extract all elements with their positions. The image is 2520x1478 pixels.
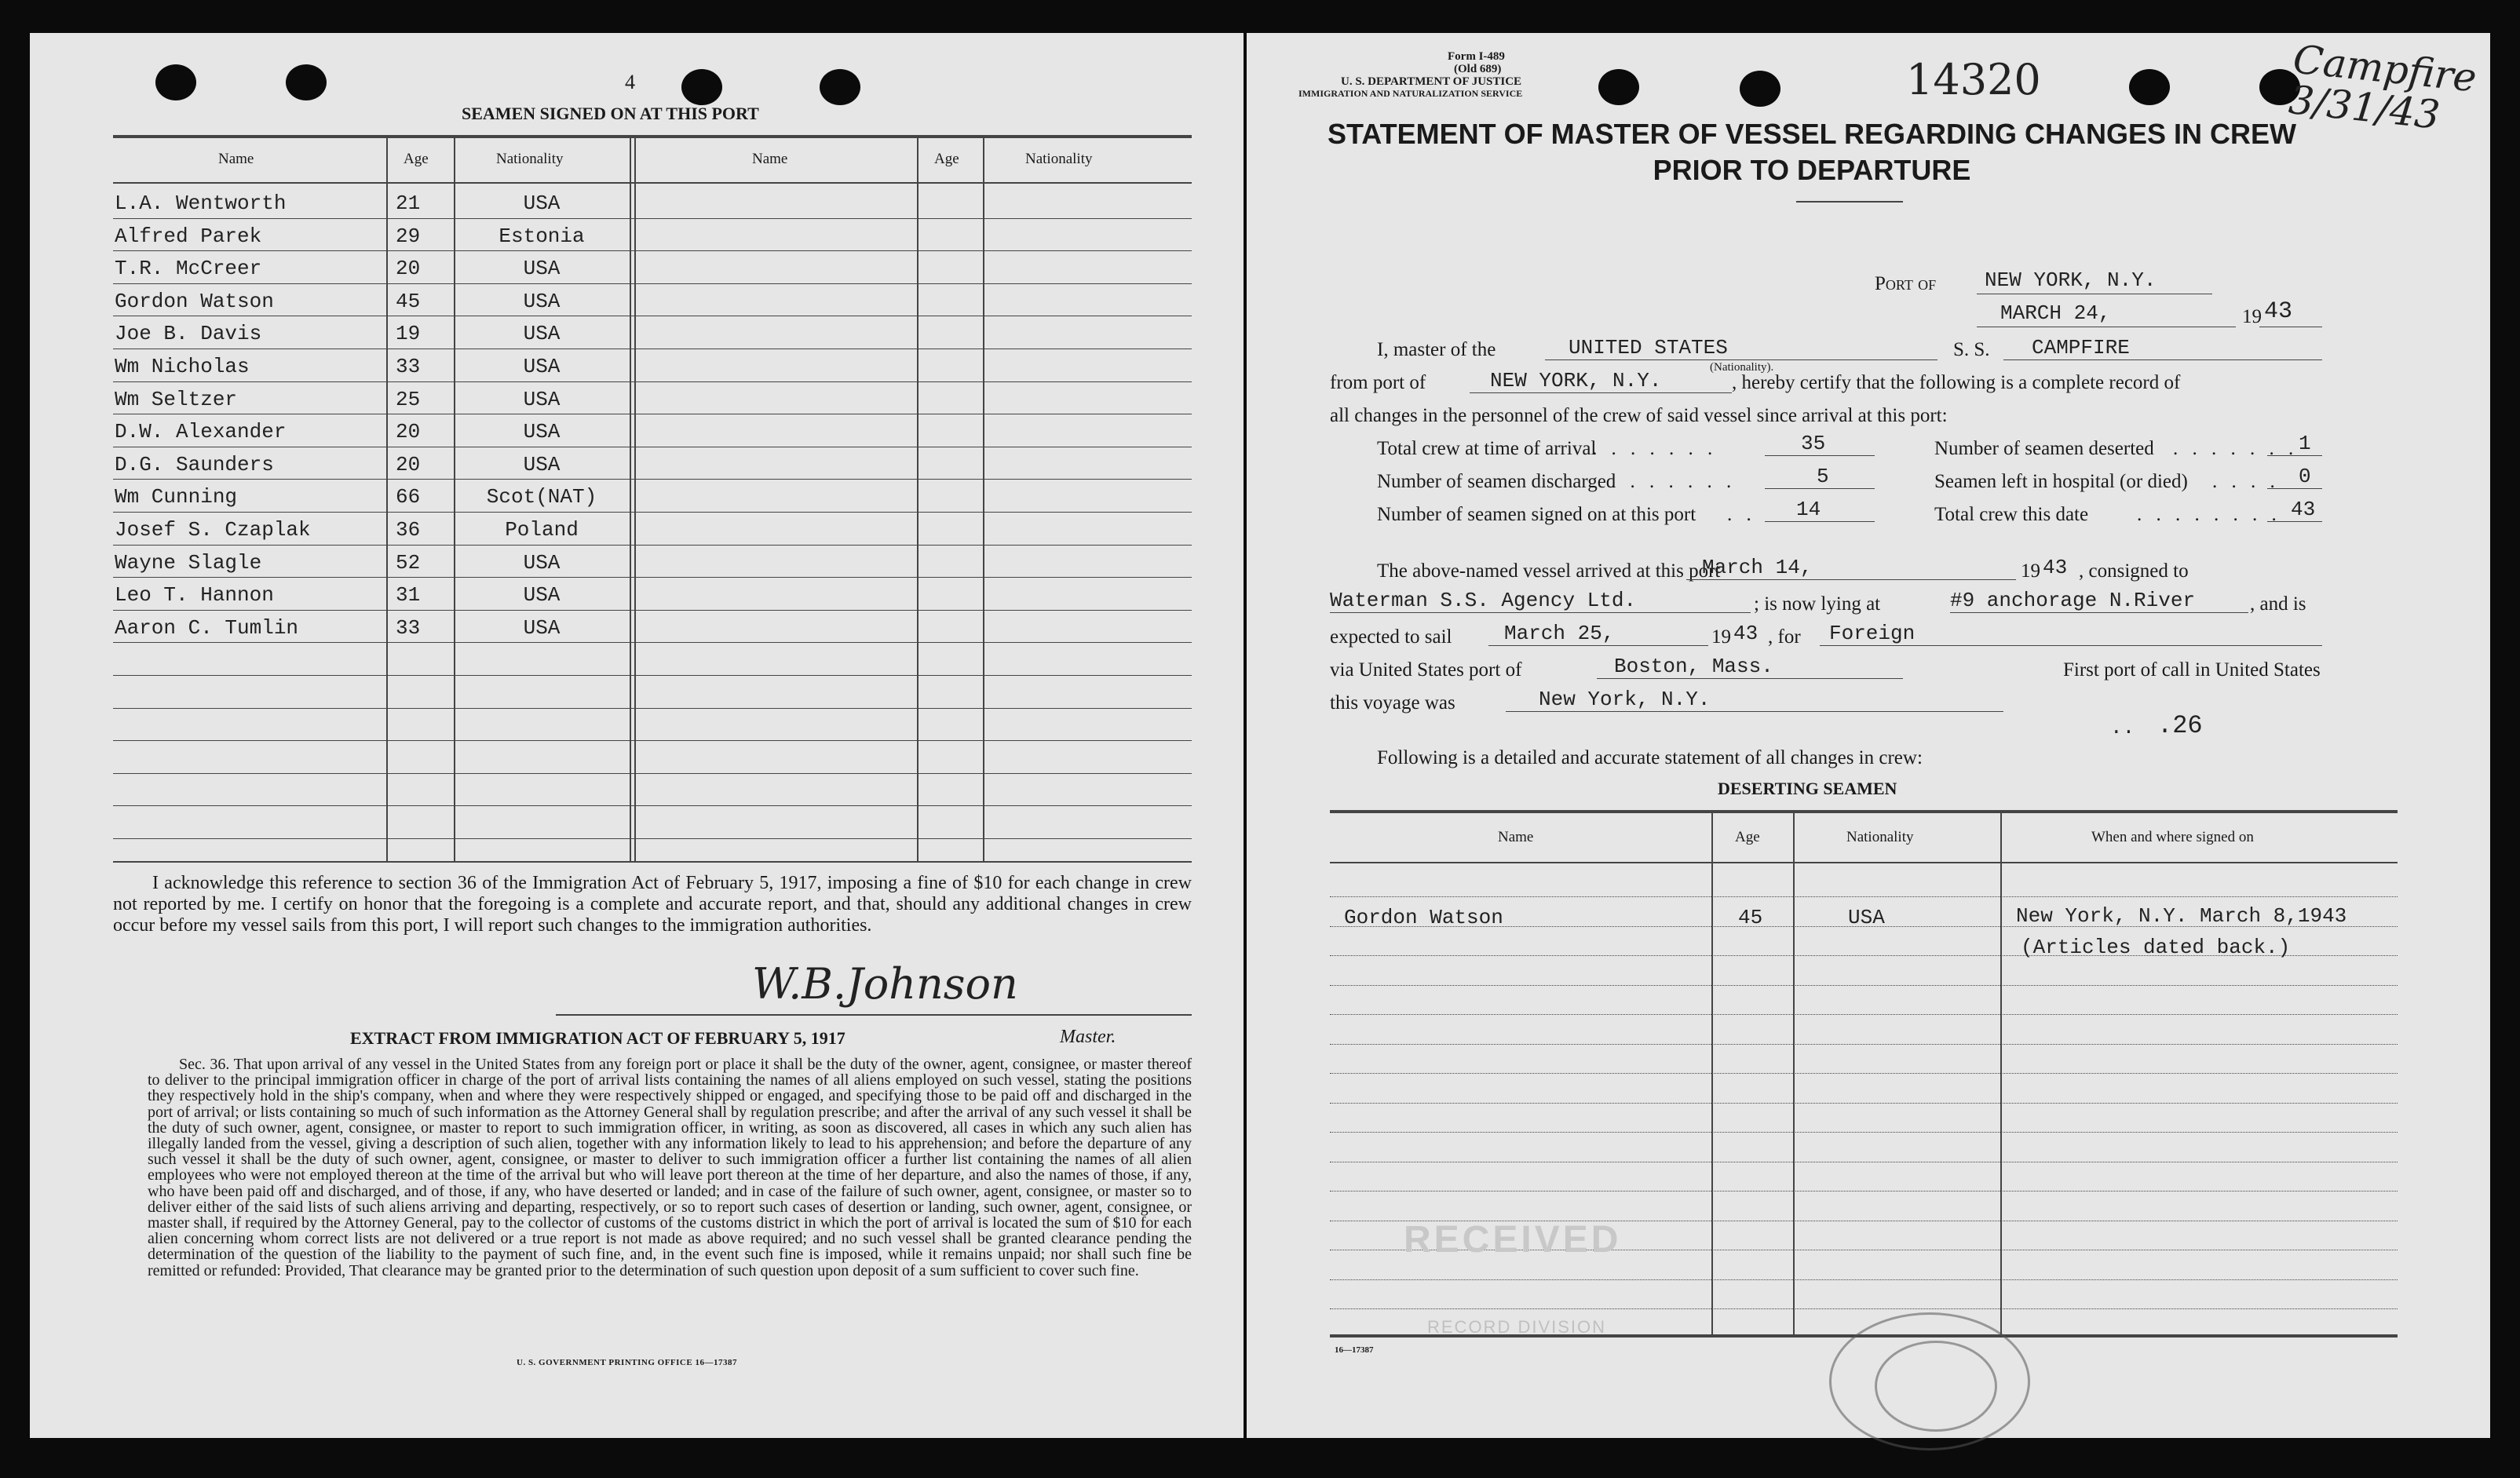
seaman-name: Wayne Slagle — [115, 550, 262, 575]
dot-leader: . . — [1727, 504, 1756, 525]
nationality-line — [1545, 359, 1937, 360]
first-port-label: First port of call in United States — [2063, 659, 2321, 681]
discharged-value: 5 — [1817, 465, 1829, 488]
seaman-name: Aaron C. Tumlin — [115, 615, 299, 640]
extract-title-rule — [556, 1014, 713, 1016]
table-row-rule — [113, 381, 1192, 382]
consigned-label: , consigned to — [2079, 560, 2189, 582]
deserted-value: 1 — [2299, 432, 2311, 455]
col-header-name: Name — [218, 151, 254, 167]
table-row-rule — [113, 479, 1192, 480]
punch-hole — [2129, 69, 2170, 105]
from-port-label: from port of — [1330, 372, 1426, 393]
desert-col-header-signed: When and where signed on — [2091, 829, 2254, 845]
signature-line — [634, 1014, 1192, 1016]
first-port: New York, N.Y. — [1539, 688, 1711, 711]
department: U. S. DEPARTMENT OF JUSTICE — [1341, 75, 1522, 88]
punch-hole — [681, 69, 722, 105]
sail-date: March 25, — [1504, 622, 1615, 645]
desert-table-header-rule — [1330, 862, 2398, 863]
discharged-label: Number of seamen discharged — [1377, 471, 1616, 492]
desert-table-top-rule — [1330, 810, 2398, 813]
seaman-name: D.G. Saunders — [115, 452, 274, 476]
table-bottom-rule — [113, 861, 1192, 863]
seaman-age: 20 — [396, 452, 421, 476]
seaman-name: L.A. Wentworth — [115, 192, 287, 215]
destination: Foreign — [1829, 622, 1916, 645]
seaman-nationality: Scot(NAT) — [486, 485, 597, 509]
stat-line — [1765, 488, 1875, 489]
destination-line — [1820, 645, 2322, 646]
dot-leader: . . . . . . . — [1592, 438, 1718, 459]
extract-title: EXTRACT FROM IMMIGRATION ACT OF FEBRUARY 5, 1917 — [350, 1028, 845, 1048]
col-divider — [386, 137, 388, 861]
desert-row-rule — [1330, 1103, 2398, 1104]
seaman-age: 20 — [396, 420, 421, 444]
seaman-nationality: USA — [523, 615, 561, 640]
port-label: Port of — [1875, 273, 1937, 294]
arrived-label: The above-named vessel arrived at this port — [1377, 560, 1721, 582]
seaman-name: Joe B. Davis — [115, 322, 262, 346]
col-header-nationality: Nationality — [496, 151, 564, 167]
desert-row-rule — [1330, 1044, 2398, 1045]
seaman-nationality: Estonia — [499, 224, 585, 248]
table-row-rule — [113, 642, 1192, 643]
table-row-rule — [113, 545, 1192, 546]
seaman-name: T.R. McCreer — [115, 257, 262, 281]
section-title: SEAMEN SIGNED ON AT THIS PORT — [462, 104, 759, 123]
certify-text-2: all changes in the personnel of the crew of said vessel since arrival at this port: — [1330, 405, 1948, 426]
received-stamp-division: RECORD DIVISION — [1427, 1317, 1607, 1337]
form-number: Form I-489 — [1448, 50, 1505, 63]
deserted-label: Number of seamen deserted — [1934, 438, 2154, 459]
via-port: Boston, Mass. — [1614, 655, 1773, 678]
seaman-age: 45 — [396, 289, 421, 313]
total-date-value: 43 — [2291, 498, 2316, 521]
seaman-nationality: USA — [523, 322, 561, 346]
title-underline — [1796, 201, 1903, 203]
total-arrival-value: 35 — [1801, 432, 1826, 455]
desert-row-rule — [1330, 1014, 2398, 1015]
desert-col-header-age: Age — [1735, 829, 1760, 845]
punch-hole — [286, 64, 327, 100]
seaman-nationality: USA — [523, 192, 561, 215]
form-title-line1: STATEMENT OF MASTER OF VESSEL REGARDING CHANGES IN CREW — [1327, 118, 2297, 150]
consignee-line — [1330, 612, 1751, 613]
from-port-line — [1470, 392, 1732, 393]
nationality-caption: (Nationality). — [1710, 361, 1774, 374]
received-stamp: RECEIVED — [1404, 1219, 1622, 1261]
sail-year: 43 — [1733, 622, 1759, 645]
seaman-nationality: USA — [523, 289, 561, 313]
handwritten-note: Campfire 3/31/43 — [2286, 36, 2479, 138]
table-top-rule — [113, 135, 1192, 138]
certify-text: , hereby certify that the following is a complete record of — [1732, 372, 2181, 393]
seaman-nationality: Poland — [505, 518, 579, 542]
seaman-name: Wm Cunning — [115, 485, 238, 509]
stat-line — [2267, 521, 2322, 522]
deserter-age: 45 — [1738, 906, 1763, 929]
col-divider — [634, 137, 636, 861]
table-header-rule — [113, 182, 1192, 184]
hospital-value: 0 — [2299, 465, 2311, 488]
table-row-rule — [113, 675, 1192, 676]
ss-label: S. S. — [1953, 339, 1990, 360]
seaman-age: 52 — [396, 550, 421, 575]
desert-row-rule — [1330, 1191, 2398, 1192]
punch-hole — [820, 69, 860, 105]
left-page — [30, 33, 1244, 1438]
deserter-signed-on: New York, N.Y. March 8,1943 — [2016, 904, 2347, 928]
seaman-name: Leo T. Hannon — [115, 583, 274, 608]
master-signature: W.B.Johnson — [752, 959, 1018, 1009]
punch-hole — [1740, 71, 1780, 107]
seaman-age: 33 — [396, 355, 421, 378]
ship-name: CAMPFIRE — [2032, 336, 2130, 359]
table-row-rule — [113, 250, 1192, 251]
table-row-rule — [113, 708, 1192, 709]
nationality-value: UNITED STATES — [1569, 336, 1728, 359]
col-header-age-2: Age — [934, 151, 959, 167]
seaman-nationality: USA — [523, 452, 561, 476]
first-port-line — [1506, 711, 2003, 712]
printer-line: U. S. GOVERNMENT PRINTING OFFICE 16—17387 — [517, 1358, 737, 1367]
year-prefix: 19 — [2242, 306, 2262, 327]
stat-line — [2267, 455, 2322, 456]
punch-hole — [1598, 69, 1639, 105]
master-of-label: I, master of the — [1377, 339, 1496, 360]
arrived-line — [1686, 579, 2016, 580]
consignee: Waterman S.S. Agency Ltd. — [1330, 589, 1637, 612]
arrived-year-prefix: 19 — [2021, 560, 2040, 582]
extract-text: Sec. 36. That upon arrival of any vessel in the United States from any foreign port or place it shall be the duty of the owner, agent, consignee, or master thereof to deliver to the principal immigration officer in charge of the port of arrival lists containing the names of all aliens employed on such vessel, stating the positions they respectively hold in the ship's company, when and where they were respectively shipped or engaged, and specifying those to be paid off and discharged in the port of arrival; or lists containing so much of such information as the Attorney General shall by regulation prescribe; and after the arrival of any such vessel it shall be the duty of such owner, agent, consignee, or master to report to such immigration officer, in writing, as soon as discovered, all cases in which any such alien has illegally landed from the vessel, giving a description of such alien, together with any information likely to lead to his apprehension; and before the departure of any such vessel it shall be the duty of such owner, agent, consignee, or master to deliver to such immigration officer a further list containing the names of all alien employees who were not employed thereon at the time of the arrival but who will leave port thereon at the time of her departure, and also the names of those, if any, who have been paid off and discharged, and of those, if any, who have deserted or landed; and in case of the failure of such owner, agent, consignee, or master so to deliver either of the said lists of such aliens arriving and departing, respectively, or so to report such cases of desertion or landing, such owner, agent, consignee, or master shall, if required by the Attorney General, pay to the collector of customs of the customs district in which the port of arrival is located the sum of $10 for each alien concerning whom correct lists are not delivered or a true report is not made as above required; and no such vessel shall be granted clearance pending the determination of the question of the liability to the payment of such fine, and, in the event such fine is imposed, while it remains unpaid; nor shall such fine be remitted or refunded: Provided, That clearance may be granted prior to the determination of such question upon deposit of a sum sufficient to cover such fine. — [148, 1056, 1192, 1279]
side-note: .26 — [2157, 711, 2203, 740]
year-value: 43 — [2264, 298, 2293, 325]
table-row-rule — [113, 512, 1192, 513]
table-row-rule — [113, 577, 1192, 578]
seaman-age: 66 — [396, 485, 421, 509]
service: IMMIGRATION AND NATURALIZATION SERVICE — [1298, 88, 1523, 99]
circular-stamp-inner — [1875, 1341, 1997, 1432]
table-row-rule — [113, 740, 1192, 741]
seaman-name: Wm Nicholas — [115, 355, 250, 378]
table-row-rule — [113, 218, 1192, 219]
stat-line — [1765, 521, 1875, 522]
desert-col-header-nationality: Nationality — [1846, 829, 1914, 845]
table-row-rule — [113, 805, 1192, 806]
following-label: Following is a detailed and accurate statement of all changes in crew: — [1377, 747, 1923, 768]
seaman-nationality: USA — [523, 387, 561, 411]
seaman-age: 19 — [396, 322, 421, 346]
table-row-rule — [113, 283, 1192, 284]
col-divider — [983, 137, 984, 861]
stat-line — [1765, 455, 1875, 456]
table-row-rule — [113, 838, 1192, 839]
lying-at: #9 anchorage N.River — [1950, 589, 2196, 612]
printer-line-right: 16—17387 — [1335, 1345, 1374, 1355]
seaman-age: 25 — [396, 387, 421, 411]
voyage-label: this voyage was — [1330, 692, 1455, 713]
seaman-age: 29 — [396, 224, 421, 248]
arrived-date: March 14, — [1702, 556, 1813, 579]
seaman-name: D.W. Alexander — [115, 420, 287, 444]
via-label: via United States port of — [1330, 659, 1522, 681]
stat-line — [2267, 488, 2322, 489]
via-line — [1597, 678, 1903, 679]
seaman-age: 21 — [396, 192, 421, 215]
right-page — [1247, 33, 2490, 1438]
desert-row-rule — [1330, 1132, 2398, 1133]
for-label: , for — [1768, 626, 1801, 648]
desert-col-header-name: Name — [1498, 829, 1534, 845]
seaman-name: Wm Seltzer — [115, 387, 238, 411]
deserter-nationality: USA — [1848, 906, 1885, 929]
date-value: MARCH 24, — [2000, 301, 2111, 325]
port-value: NEW YORK, N.Y. — [1985, 268, 2157, 292]
seaman-age: 33 — [396, 615, 421, 640]
table-row-rule — [113, 610, 1192, 611]
deserting-title: DESERTING SEAMEN — [1718, 779, 1897, 798]
desert-row-rule — [1330, 1308, 2398, 1309]
seaman-age: 20 — [396, 257, 421, 281]
col-header-age: Age — [404, 151, 429, 167]
punch-hole — [155, 64, 196, 100]
total-arrival-label: Total crew at time of arrival — [1377, 438, 1597, 459]
handwritten-file-number: 14320 — [1906, 55, 2041, 104]
from-port-value: NEW YORK, N.Y. — [1490, 369, 1662, 392]
dot-leader: . . . . — [2212, 471, 2280, 492]
form-title-line2: PRIOR TO DEPARTURE — [1653, 154, 1971, 186]
dot-leader: . . . . . . . . — [2137, 504, 2281, 525]
hospital-label: Seamen left in hospital (or died) — [1934, 471, 2188, 492]
seaman-age: 31 — [396, 583, 421, 608]
dot-leader: . . . . . . . — [1611, 471, 1737, 492]
ship-line — [2003, 359, 2322, 360]
sail-year-prefix: 19 — [1711, 626, 1731, 648]
total-date-label: Total crew this date — [1934, 504, 2089, 525]
acknowledgement-text: I acknowledge this reference to section 36 of the Immigration Act of February 5, 1917, imposing a fine of $10 for each change in crew not reported by me. I certify on honor that the foregoing is a complete and accurate report, and that, should any additional changes in crew occur before my vessel sails from this port, I will report such changes to the immigration authorities. — [113, 873, 1192, 936]
page-number: 4 — [625, 71, 635, 93]
lying-line — [1950, 612, 2248, 613]
desert-row-rule — [1330, 985, 2398, 986]
and-is-label: , and is — [2250, 593, 2306, 615]
old-form-number: (Old 689) — [1454, 63, 1502, 75]
col-header-nationality-2: Nationality — [1025, 151, 1093, 167]
seaman-nationality: USA — [523, 583, 561, 608]
seaman-name: Alfred Parek — [115, 224, 262, 248]
col-header-name-2: Name — [752, 151, 788, 167]
master-label: Master. — [1060, 1027, 1116, 1047]
signed-on-label: Number of seamen signed on at this port — [1377, 504, 1696, 525]
side-note-dots: .. — [2110, 716, 2135, 739]
signed-on-value: 14 — [1796, 498, 1821, 521]
seaman-nationality: USA — [523, 257, 561, 281]
lying-label: ; is now lying at — [1754, 593, 1881, 615]
seaman-nationality: USA — [523, 550, 561, 575]
sail-label: expected to sail — [1330, 626, 1452, 648]
table-row-rule — [113, 773, 1192, 774]
deserter-note: (Articles dated back.) — [2021, 936, 2291, 959]
sail-line — [1488, 645, 1708, 646]
desert-row-rule — [1330, 1279, 2398, 1280]
dot-leader: . . . . . . . — [2173, 438, 2299, 459]
seaman-age: 36 — [396, 518, 421, 542]
seaman-nationality: USA — [523, 355, 561, 378]
col-divider — [630, 137, 631, 861]
seaman-name: Josef S. Czaplak — [115, 518, 311, 542]
col-divider — [917, 137, 919, 861]
desert-row-rule — [1330, 896, 2398, 897]
arrived-year: 43 — [2043, 556, 2068, 579]
seaman-name: Gordon Watson — [115, 289, 274, 313]
deserter-name: Gordon Watson — [1344, 906, 1503, 929]
seaman-nationality: USA — [523, 420, 561, 444]
desert-row-rule — [1330, 1073, 2398, 1074]
